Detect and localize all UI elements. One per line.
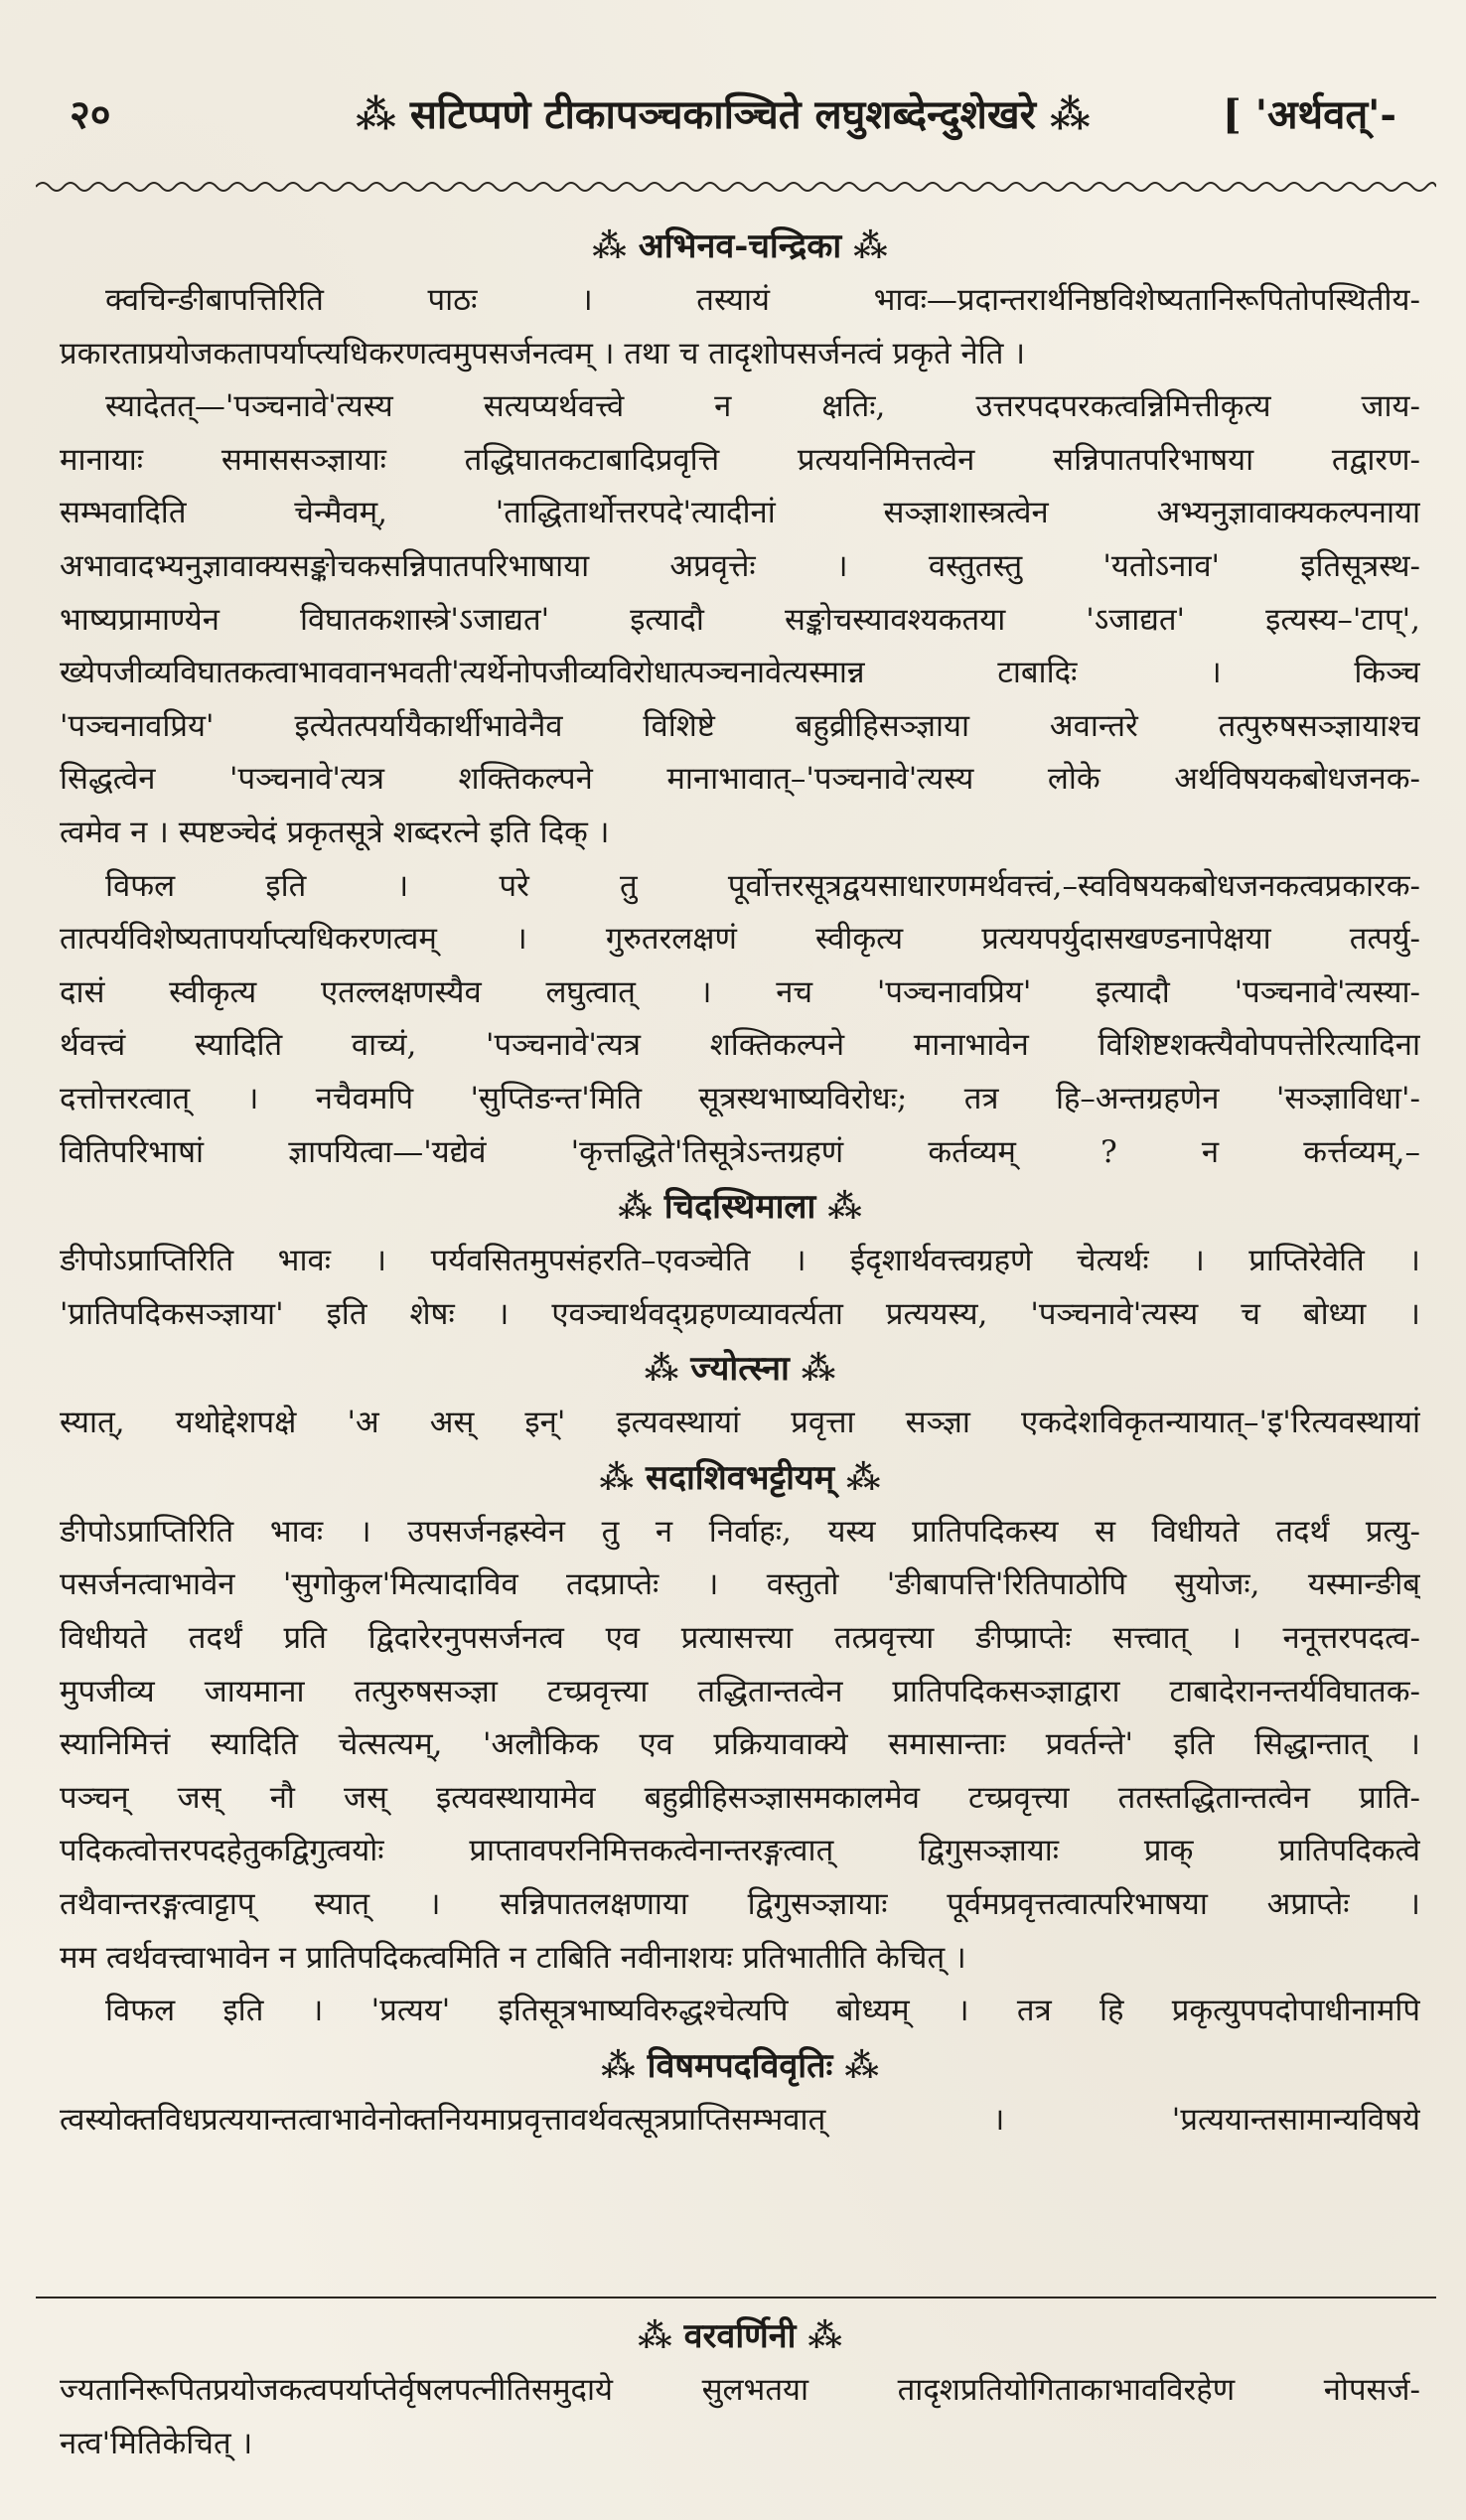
text-line: र्थवत्त्वं स्यादिति वाच्यं, 'पञ्चनावे'त्यत्र शक्तिकल्पने मानाभावेन विशिष्टशक्त्यैवोपपत्तेरित्यादिना <box>60 1027 1420 1064</box>
commentary-section <box>60 219 1420 1179</box>
page-header <box>40 85 1426 155</box>
section-heading: ⁂ अभिनव-चन्द्रिका ⁂ <box>592 226 888 266</box>
section-heading: ⁂ चिदस्थिमाला ⁂ <box>618 1187 862 1228</box>
text-line: तात्पर्यविशेष्यतापर्याप्त्यधिकरणत्वम् । गुरुतरलक्षणं स्वीकृत्य प्रत्ययपर्युदासखण्डनापेक्षया तत्पर्यु- <box>60 921 1420 958</box>
text-line: सिद्धत्वेन 'पञ्चनावे'त्यत्र शक्तिकल्पने मानाभावात्–'पञ्चनावे'त्यस्य लोके अर्थविषयकबोधजनक- <box>60 761 1420 798</box>
footnote-rule <box>36 2297 1436 2298</box>
commentary-section <box>60 1341 1420 1450</box>
text-line: त्वमेव न । स्पष्टञ्चेदं प्रकृतसूत्रे शब्दरत्ने इति दिक् । <box>60 814 610 850</box>
page-number: २० <box>70 91 111 138</box>
text-line: सम्भवादिति चेन्मैवम्, 'ताद्धितार्थोत्तरपदे'त्यादीनां सञ्ज्ञाशास्त्रत्वेन अभ्यनुज्ञावाक्यकल्पनाया <box>60 495 1420 531</box>
text-line: मम त्वर्थवत्त्वाभावेन न प्रातिपदिकत्वमिति न टाबिति नवीनाशयः प्रतिभातीति केचित् । <box>60 1939 966 1976</box>
section-heading: ⁂ ज्योत्स्ना ⁂ <box>644 1349 836 1390</box>
text-line: प्रकारताप्रयोजकतापर्याप्त्यधिकरणत्वमुपसर्जनत्वम् । तथा च तादृशोपसर्जनत्वं प्रकृते नेति । <box>60 335 1026 371</box>
footnote-line: नत्व'मितिकेचित् । <box>60 2425 253 2461</box>
text-line: मुपजीव्य जायमाना तत्पुरुषसञ्ज्ञा टच्प्रवृत्त्या तद्धितान्तत्वेन प्रातिपदिकसञ्ज्ञाद्वारा टाबादेरानन्तर्यविघातक- <box>60 1673 1420 1709</box>
text-line: मानायाः समाससञ्ज्ञायाः तद्धिघातकटाबादिप्रवृत्ति प्रत्ययनिमित्तत्वेन सन्निपातपरिभाषया तद्वारण- <box>60 441 1420 478</box>
text-line: विफल इति । 'प्रत्यय' इतिसूत्रभाष्यविरुद्धश्चेत्यपि बोध्यम् । तत्र हि प्रकृत्युपपदोपाधीनामपि <box>105 1993 1420 2029</box>
running-title: ⁂ सटिप्पणे टीकापञ्चकाञ्चिते लघुशब्देन्दुशेखरे ⁂ <box>356 91 1091 138</box>
text-line: क्वचिन्ङीबापत्तिरिति पाठः । तस्यायं भावः—प्रदान्तरार्थनिष्ठविशेष्यतानिरूपितोपस्थितीय- <box>105 282 1420 318</box>
text-line: पञ्चन् जस् नौ जस् इत्यवस्थायामेव बहुव्रीहिसञ्ज्ञासमकालमेव टच्प्रवृत्त्या ततस्तद्धितान्तत्वेन प्राति- <box>60 1779 1420 1816</box>
text-line: दासं स्वीकृत्य एतल्लक्षणस्यैव लघुत्वात् । नच 'पञ्चनावप्रिय' इत्यादौ 'पञ्चनावे'त्यस्या- <box>60 973 1420 1010</box>
commentary-section <box>60 1179 1420 1341</box>
text-line: पसर्जनत्वाभावेन 'सुगोकुल'मित्यादाविव तदप्राप्तेः । वस्तुतो 'ङीबापत्ति'रितिपाठोपि सुयोजः, यस्मान्ङीब् <box>60 1566 1420 1603</box>
text-line: अभावादभ्यनुज्ञावाक्यसङ्कोचकसन्निपातपरिभाषाया अप्रवृत्तेः । वस्तुतस्तु 'यतोऽनाव' इतिसूत्रस्थ- <box>60 547 1420 584</box>
text-line: विफल इति । परे तु पूर्वोत्तरसूत्रद्वयसाधारणमर्थवत्त्वं,–स्वविषयकबोधजनकत्वप्रकारक- <box>105 867 1420 904</box>
text-line: पदिकत्वोत्तरपदहेतुकद्विगुत्वयोः प्राप्तावपरनिमित्तकत्वेनान्तरङ्गत्वात् द्विगुसञ्ज्ञायाः प्राक् प्रातिपदिकत्वे <box>60 1833 1420 1869</box>
running-headword: [ 'अर्थवत्'- <box>1222 91 1396 138</box>
text-line: दत्तोत्तरत्वात् । नचैवमपि 'सुप्तिङन्त'मिति सूत्रस्थभाष्यविरोधः; तत्र हि–अन्तग्रहणेन 'सञ्ज्ञाविधा'- <box>60 1080 1420 1116</box>
text-line: ख्येपजीव्यविघातकत्वाभाववानभवती'त्यर्थेनोपजीव्यविरोधात्पञ्चनावेत्यस्मान्न टाबादिः । किञ्च <box>60 655 1420 691</box>
text-line: भाष्यप्रामाण्येन विघातकशास्त्रे'ऽजाद्यत' इत्यादौ सङ्कोचस्यावश्यकतया 'ऽजाद्यत' इत्यस्य–'टाप्', <box>60 601 1420 638</box>
section-heading: ⁂ विषमपदविवृतिः ⁂ <box>601 2045 879 2086</box>
commentary-body <box>60 219 1420 2147</box>
footnote-line: ज्यतानिरूपितप्रयोजकत्वपर्याप्तेर्वृषलपत्नीतिसमुदाये सुलभतया तादृशप्रतियोगिताकाभावविरहेण नोपसर्ज- <box>60 2372 1420 2408</box>
text-line: स्यात्, यथोद्देशपक्षे 'अ अस् इन्' इत्यवस्थायां प्रवृत्ता सञ्ज्ञा एकदेशविकृतन्यायात्–'इ'रित्यवस्थायां <box>60 1405 1420 1441</box>
text-line: 'पञ्चनावप्रिय' इत्येतत्पर्यायैकार्थीभावेनैव विशिष्टे बहुव्रीहिसञ्ज्ञाया अवान्तरे तत्पुरुषसञ्ज्ञायाश्च <box>60 707 1420 744</box>
text-line: विधीयते तदर्थं प्रति द्विदारेरनुपसर्जनत्व एव प्रत्यासत्त्या तत्प्रवृत्त्या ङीप्प्राप्तेः सत्त्वात् । ननूत्तरपदत्व- <box>60 1620 1420 1657</box>
wavy-divider <box>36 177 1436 197</box>
text-line: 'प्रातिपदिकसञ्ज्ञाया' इति शेषः । एवञ्चार्थवद्ग्रहणव्यावर्त्यता प्रत्ययस्य, 'पञ्चनावे'त्यस्य च बोध्या । <box>60 1295 1420 1332</box>
section-heading: ⁂ सदाशिवभट्टीयम् ⁂ <box>599 1457 881 1498</box>
text-line: ङीपोऽप्राप्तिरिति भावः । उपसर्जनह्रस्वेन तु न निर्वाहः, यस्य प्रातिपदिकस्य स विधीयते तदर्थं प्रत्यु- <box>60 1513 1420 1550</box>
text-line: स्यादेतत्—'पञ्चनावे'त्यस्य सत्यप्यर्थवत्त्वे न क्षतिः, उत्तरपदपरकत्वन्निमित्तीकृत्य जाय- <box>105 388 1420 425</box>
commentary-section <box>60 1450 1420 2038</box>
section-heading: ⁂ वरवर्णिनी ⁂ <box>637 2316 842 2356</box>
text-line: वितिपरिभाषां ज्ञापयित्वा—'यद्येवं 'कृत्तद्धिते'तिसूत्रेऽन्तग्रहणं कर्तव्यम् ? न कर्त्तव्यम्,– <box>60 1133 1420 1170</box>
commentary-section <box>60 2038 1420 2148</box>
footnote-section <box>60 2308 1420 2470</box>
text-line: स्यानिमित्तं स्यादिति चेत्सत्यम्, 'अलौकिक एव प्रक्रियावाक्ये समासान्ताः प्रवर्तन्ते' इति सिद्धान्तात् । <box>60 1726 1420 1763</box>
text-line: तथैवान्तरङ्गत्वाट्टाप् स्यात् । सन्निपातलक्षणाया द्विगुसञ्ज्ञायाः पूर्वमप्रवृत्तत्वात्परिभाषया अप्राप्तेः । <box>60 1886 1420 1923</box>
text-line: ङीपोऽप्राप्तिरिति भावः । पर्यवसितमुपसंहरति–एवञ्चेति । ईदृशार्थवत्त्वग्रहणे चेत्यर्थः । प्राप्तिरेवेति । <box>60 1243 1420 1279</box>
text-line: त्वस्योक्तविधप्रत्ययान्तत्वाभावेनोक्तनियमाप्रवृत्तावर्थवत्सूत्रप्राप्तिसम्भवात् । 'प्रत्ययान्तसामान्यविषये <box>60 2101 1420 2138</box>
